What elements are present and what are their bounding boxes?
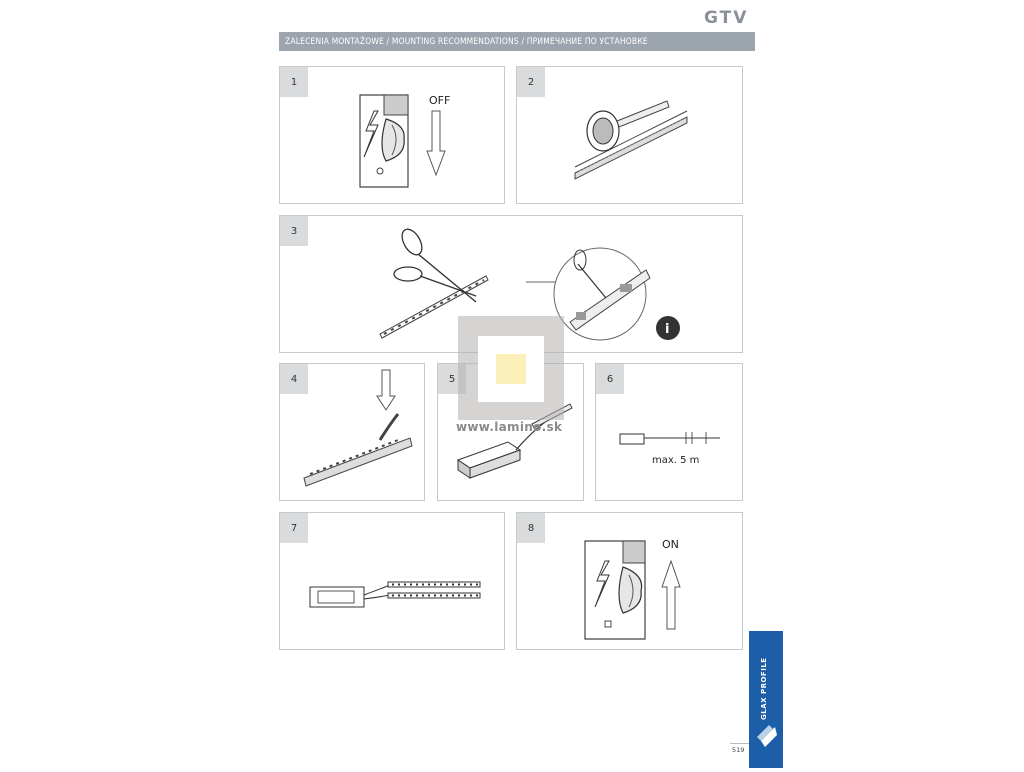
max-length-illustration xyxy=(596,364,744,502)
max-length-label: max. 5 m xyxy=(652,455,700,466)
switch-off-illustration xyxy=(280,67,506,205)
step-panel-8 xyxy=(516,512,743,650)
step-number: 6 xyxy=(596,364,624,394)
step-panel-2 xyxy=(516,66,743,204)
step-number: 7 xyxy=(280,513,308,543)
step-number: 1 xyxy=(280,67,308,97)
wiring-illustration xyxy=(280,513,506,651)
step-number: 8 xyxy=(517,513,545,543)
watermark-text: www.lamino.sk xyxy=(456,420,563,434)
page-number: 519 xyxy=(732,746,745,754)
on-label: ON xyxy=(662,538,679,551)
svg-text:i: i xyxy=(665,322,670,337)
step-number: 3 xyxy=(280,216,308,246)
step-panel-6 xyxy=(595,363,743,501)
step-number: 5 xyxy=(438,364,466,394)
tape-measure-illustration xyxy=(517,67,744,205)
step-panel-4 xyxy=(279,363,425,501)
footer-rule xyxy=(730,743,749,744)
profile-insert-illustration xyxy=(280,364,426,502)
side-tab-label: GLAX PROFILE xyxy=(760,657,768,720)
step-number: 4 xyxy=(280,364,308,394)
brand-logo: GTV xyxy=(704,8,749,28)
switch-on-illustration xyxy=(517,513,744,651)
watermark-core xyxy=(496,354,526,384)
off-label: OFF xyxy=(429,94,451,107)
step-number: 2 xyxy=(517,67,545,97)
step-panel-7 xyxy=(279,512,505,650)
section-header: ZALECENIA MONTAŻOWE / MOUNTING RECOMMENDATIONS / ПРИМЕЧАНИЕ ПО УСТАНОВКЕ xyxy=(279,32,755,51)
step-panel-1 xyxy=(279,66,505,204)
